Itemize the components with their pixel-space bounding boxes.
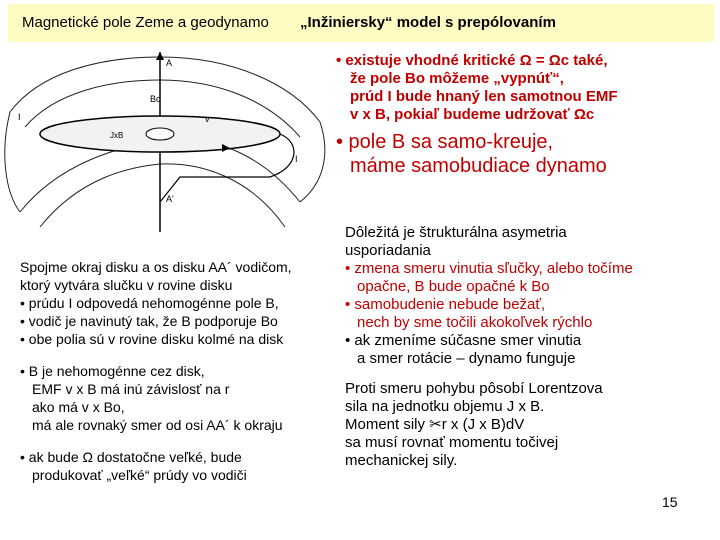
text-line: má ale rovnaký smer od osi AA´ k okraju [32, 417, 283, 433]
text-line: • zmena smeru vinutia sľučky, alebo točíme [345, 260, 633, 277]
text-line: • obe polia sú v rovine disku kolmé na disk [20, 331, 284, 347]
arrow-icon [156, 52, 164, 60]
left-column-text [20, 258, 340, 484]
text-line: Spojme okraj disku a os disku AA´ vodičom, [20, 259, 292, 275]
text-line: • ak zmeníme súčasne smer vinutia [345, 332, 582, 349]
label-jxb: JxB [110, 131, 124, 140]
text-line: • vodič je navinutý tak, že B podporuje Bo [20, 313, 278, 329]
text-line: • prúdu I odpovedá nehomogénne pole B, [20, 295, 279, 311]
label-a: A [166, 58, 173, 68]
label-i-left: I [18, 112, 21, 122]
text-line: • B je nehomogénne cez disk, [20, 363, 205, 379]
header-bar [8, 4, 714, 42]
bullet-critical-omega [336, 52, 716, 124]
text-line: Dôležitá je štrukturálna asymetria [345, 224, 567, 241]
label-v: v [205, 114, 210, 124]
red-bullet-list [336, 52, 716, 178]
text-line: produkovať „veľké“ prúdy vo vodiči [32, 467, 247, 483]
text-line: sila na jednotku objemu J x B. [345, 398, 545, 415]
text-line: EMF v x B má inú závislosť na r [32, 381, 230, 397]
label-bo: Bo [150, 94, 162, 104]
text-line: ako má v x Bo, [32, 399, 125, 415]
text-line: ktorý vytvára slučku v rovine disku [20, 277, 233, 293]
text-line: sa musí rovnať momentu točivej [345, 434, 559, 451]
slide-number: 15 [662, 494, 678, 510]
bullet-line: • existuje vhodné kritické Ω = Ωc také, [336, 52, 608, 69]
dynamo-diagram [0, 52, 330, 242]
text-line: nech by sme točili akokoľvek rýchlo [357, 314, 593, 331]
bullet-line: že pole Bo môžeme „vypnúť“, [350, 70, 564, 87]
text-line: • samobudenie nebude bežať, [345, 296, 546, 313]
text-line: usporiadania [345, 242, 431, 259]
label-a-prime: A' [166, 194, 174, 204]
header-right-title: „Inžiniersky“ model s prepólovaním [300, 14, 556, 31]
header-left-title: Magnetické pole Zeme a geodynamo [22, 14, 269, 31]
bullet-line: máme samobudiace dynamo [350, 155, 607, 177]
bullet-self-exciting [336, 130, 716, 178]
text-line: Proti smeru pohybu pôsobí Lorentzova [345, 380, 603, 397]
bullet-line: prúd I bude hnaný len samotnou EMF [350, 88, 618, 105]
bullet-line: v x B, pokiaľ budeme udržovať Ωc [350, 106, 595, 123]
bullet-line: • pole B sa samo-kreuje, [336, 131, 554, 153]
text-line: mechanickej sily. [345, 452, 458, 469]
text-line: Moment sily ✂r x (J x B)dV [345, 416, 525, 433]
disk-hub [146, 128, 174, 140]
text-line: • ak bude Ω dostatočne veľké, bude [20, 449, 242, 465]
text-line: a smer rotácie – dynamo funguje [357, 350, 576, 367]
right-column-text [345, 224, 717, 470]
text-line: opačne, B bude opačné k Bo [357, 278, 550, 295]
label-i-right: I [295, 154, 298, 164]
